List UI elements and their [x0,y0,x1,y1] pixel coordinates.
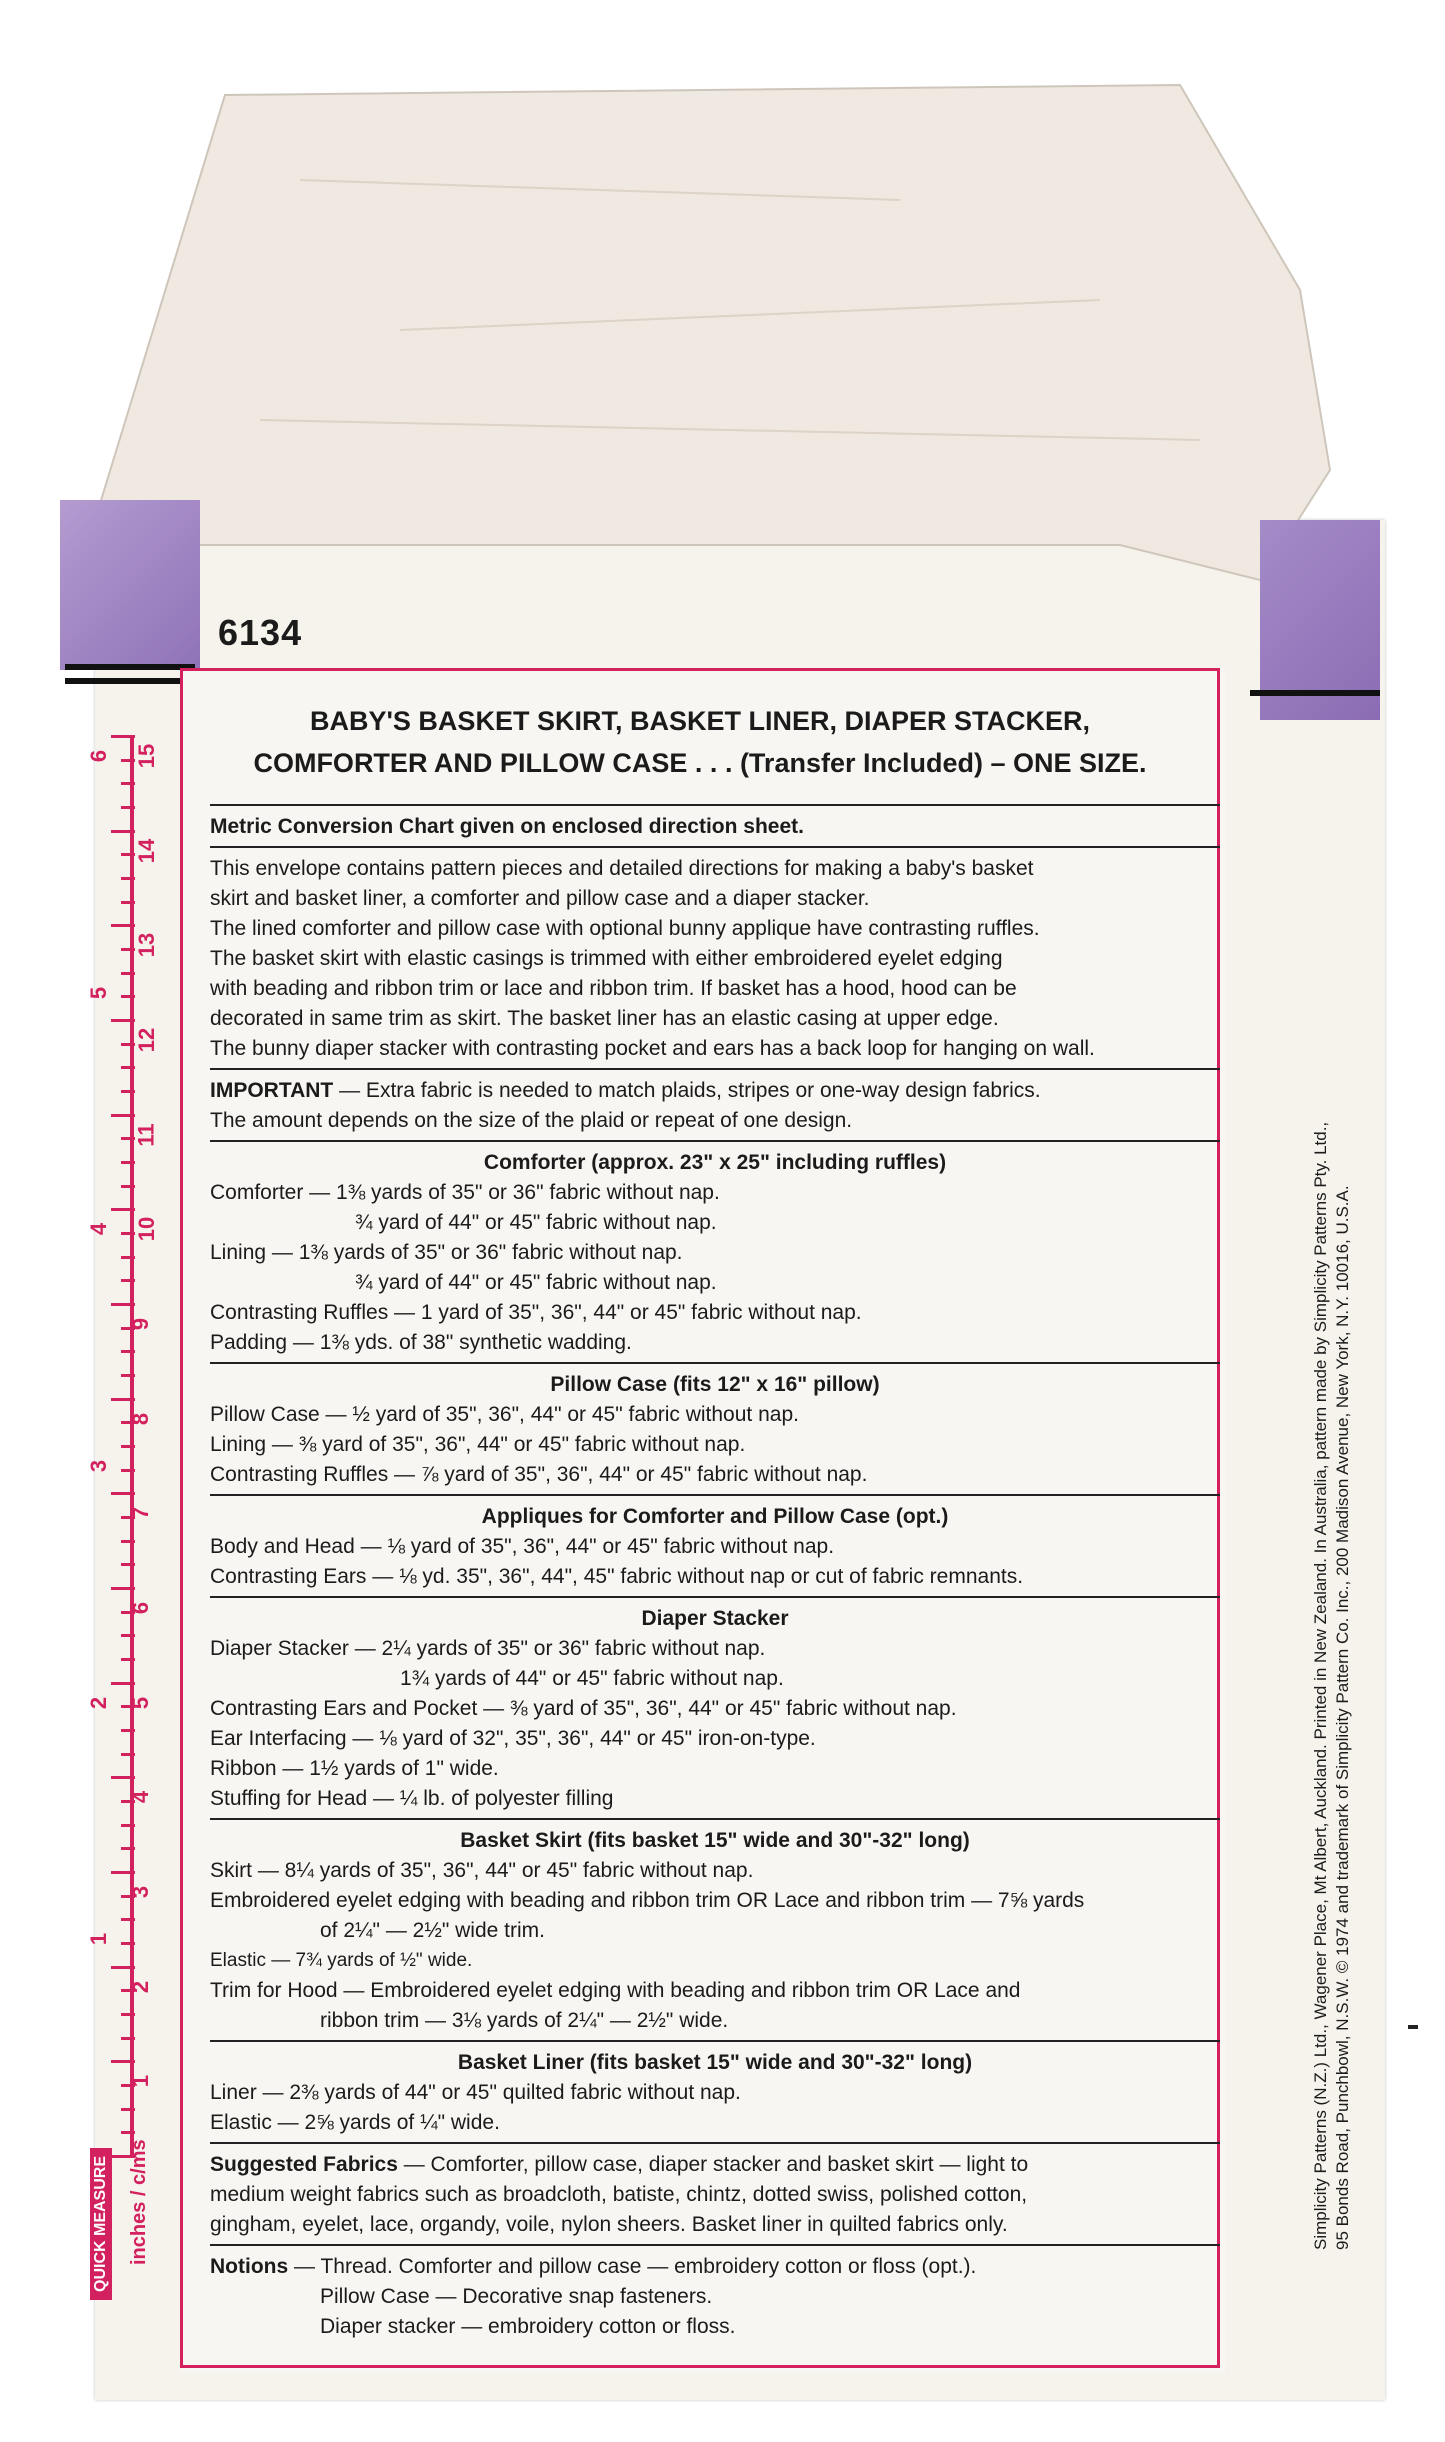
ruler-inch-number: 3 [86,1459,112,1473]
ruler-tick [121,1185,135,1188]
skirt-line: Skirt — 8¼ yards of 35", 36", 44" or 45" fabric without nap. [210,1859,754,1882]
comforter-heading: Comforter (approx. 23" x 25" including ruffles) [483,1151,947,1174]
ruler-cm-number: 13 [134,933,160,958]
ruler-tick [121,877,135,880]
ruler-tick [121,1374,135,1377]
ruler-cm-number: 10 [134,1217,160,1242]
appliques-heading: Appliques for Comforter and Pillow Case (opt.) [481,1505,949,1528]
ruler-tick [111,1682,135,1685]
liner-line: Elastic — 2⅝ yards of ¼" wide. [210,2111,500,2134]
notions [210,2252,1220,2282]
important-label: IMPORTANT [210,1079,334,1102]
ruler-tick [111,1398,135,1401]
ruler-tick [121,759,135,762]
title-line: BABY'S BASKET SKIRT, BASKET LINER, DIAPER STACKER, [310,706,1090,736]
ruler-tick [121,806,135,809]
comforter-line: Padding — 1⅜ yds. of 38" synthetic wadding. [210,1331,632,1354]
black-stripe [65,664,195,670]
intro-line: with beading and ribbon trim or lace and ribbon trim. If basket has a hood, hood can be [210,977,1017,1000]
diaper-line: 1¾ yards of 44" or 45" fabric without nap. [400,1667,784,1690]
ruler-tick [121,1824,135,1827]
publisher-line: Simplicity Patterns (N.Z.) Ltd., Wagener Place, Mt Albert, Auckland. Printed in New Zealand. In Australia, pattern made by Simplicity Patterns Pty. Ltd., [1311,1121,1330,2250]
appliques-line: Contrasting Ears — ⅛ yd. 35", 36", 44", 45" fabric without nap or cut of fabric remnants. [210,1565,1024,1588]
diaper-line: Diaper Stacker — 2¼ yards of 35" or 36" fabric without nap. [210,1637,766,1660]
ruler-tick [121,1161,135,1164]
liner-line: Liner — 2⅜ yards of 44" or 45" quilted fabric without nap. [210,2081,741,2104]
ruler-tick [111,1776,135,1779]
ruler-unit-inches: inches [128,2201,150,2265]
ruler-tick [121,1942,135,1945]
important-text: — Extra fabric is needed to match plaids, stripes or one-way design fabrics. [333,1079,1041,1102]
ruler-cm-number: 12 [134,1027,160,1053]
ruler-unit-cm: c/ms [128,2139,150,2185]
ruler-tick [121,1469,135,1472]
ruler-tick [111,735,135,738]
ruler-tick [121,2037,135,2040]
ruler-tick [121,853,135,856]
ruler-cm-number: 2 [128,1980,154,1993]
notions-line: Diaper stacker — embroidery cotton or floss. [320,2315,736,2338]
ruler-tick [111,1871,135,1874]
ruler-tick [121,1043,135,1046]
skirt-line: Elastic — 7¾ yards of ½" wide. [210,1950,473,1971]
diaper-line: Ear Interfacing — ⅛ yard of 32", 35", 36", 44" or 45" iron-on-type. [210,1727,816,1750]
metric-note: Metric Conversion Chart given on enclosed direction sheet. [210,815,804,838]
ruler-tick [121,1729,135,1732]
pattern-number: 6134 [218,612,303,653]
diaper-heading: Diaper Stacker [641,1607,789,1630]
black-stripe [65,678,195,684]
divider [210,846,1220,848]
ruler-tick [121,1918,135,1921]
skirt-line: Embroidered eyelet edging with beading and ribbon trim OR Lace and ribbon trim — 7⅝ yards [210,1889,1085,1912]
pillow-line: Contrasting Ruffles — ⅞ yard of 35", 36", 44" or 45" fabric without nap. [210,1463,868,1486]
divider [210,1068,1220,1070]
divider [210,1818,1220,1820]
comforter-line: Contrasting Ruffles — 1 yard of 35", 36", 44" or 45" fabric without nap. [210,1301,862,1324]
intro-line: The lined comforter and pillow case with optional bunny applique have contrasting ruffles. [210,917,1040,940]
notions-label: Notions [210,2255,289,2278]
ruler-cm-number: 11 [133,1123,159,1147]
ruler-cm-number: 15 [134,743,160,769]
comforter-line: ¾ yard of 44" or 45" fabric without nap. [355,1211,717,1234]
ruler-tick [111,924,135,927]
ruler-tick [111,1303,135,1306]
ruler-tick [121,1279,135,1282]
skirt-line: of 2¼" — 2½" wide trim. [320,1919,545,1942]
pillow-line: Lining — ⅜ yard of 35", 36", 44" or 45" fabric without nap. [210,1433,746,1456]
ruler-tick [121,1090,135,1093]
ruler-tick [121,782,135,785]
ruler-tick [121,1634,135,1637]
comforter-line: Comforter — 1⅜ yards of 35" or 36" fabric without nap. [210,1181,720,1204]
ruler-tick [121,1847,135,1850]
purple-band-left [60,500,200,670]
ruler-tick [121,1350,135,1353]
appliques-line: Body and Head — ⅛ yard of 35", 36", 44" or 45" fabric without nap. [210,1535,835,1558]
divider [210,1140,1220,1142]
divider [210,804,1220,806]
ruler-tick [121,1445,135,1448]
ruler-cm-number: 4 [128,1791,154,1804]
mark [1408,2025,1418,2029]
title-line: COMFORTER AND PILLOW CASE . . . (Transfer Included) – ONE SIZE. [253,748,1147,778]
ruler-inch-number: 5 [86,986,112,999]
comforter-line: Lining — 1⅜ yards of 35" or 36" fabric without nap. [210,1241,683,1264]
ruler-tick [111,2060,135,2063]
pillow-heading: Pillow Case (fits 12" x 16" pillow) [550,1373,880,1396]
ruler-tick [121,1658,135,1661]
important-text-2: The amount depends on the size of the plaid or repeat of one design. [210,1109,853,1132]
ruler-tick [121,901,135,904]
suggested-fabrics [210,2150,1220,2180]
ruler-tick [121,948,135,951]
quick-measure-label: QUICK MEASURE [90,2148,112,2300]
ruler-tick [121,1256,135,1259]
divider [210,2040,1220,2042]
intro-line: decorated in same trim as skirt. The basket liner has an elastic casing at upper edge. [210,1007,999,1030]
ruler-cm-number: 3 [128,1885,154,1899]
ruler-cm-number: 6 [128,1601,154,1615]
important-note [210,1076,1220,1106]
notions-line: Pillow Case — Decorative snap fasteners. [320,2285,713,2308]
ruler-tick [121,1066,135,1069]
ruler-inch-number: 4 [86,1223,112,1236]
publisher-info [1310,850,1354,2250]
ruler-tick [121,2013,135,2016]
comforter-line: ¾ yard of 44" or 45" fabric without nap. [355,1271,717,1294]
ruler-tick [121,972,135,975]
ruler-tick [121,1563,135,1566]
ruler-cm-number: 14 [134,838,160,863]
black-stripe-right [1250,690,1380,696]
intro-line: The basket skirt with elastic casings is trimmed with either embroidered eyelet edging [210,947,1003,970]
ruler-cm-number: 9 [128,1317,154,1331]
intro-line: skirt and basket liner, a comforter and pillow case and a diaper stacker. [210,887,870,910]
suggested-line: gingham, eyelet, lace, organdy, voile, nylon sheers. Basket liner in quilted fabrics only. [210,2213,1008,2236]
diaper-line: Ribbon — 1½ yards of 1" wide. [210,1757,499,1780]
divider [210,1362,1220,1364]
ruler-inch-number: 1 [86,1933,112,1946]
intro-line: The bunny diaper stacker with contrasting pocket and ears has a back loop for hanging on wall. [210,1037,1095,1060]
ruler-tick [111,1114,135,1117]
ruler-cm-number: 7 [128,1507,154,1520]
ruler-cm-number: 5 [128,1696,154,1709]
pattern-title [200,700,1200,784]
liner-heading: Basket Liner (fits basket 15" wide and 30"-32" long) [457,2051,973,2074]
quick-measure-ruler [86,735,160,2300]
notions-text: — Thread. Comforter and pillow case — embroidery cotton or floss (opt.). [288,2255,977,2278]
ruler-tick [111,1966,135,1969]
ruler-inch-number: 2 [86,1696,112,1709]
ruler-tick [121,995,135,998]
ruler-tick [121,2131,135,2134]
ruler-inch-number: 6 [86,749,112,763]
suggested-line: medium weight fabrics such as broadcloth, batiste, chintz, dotted swiss, polished cotton, [210,2183,1028,2206]
skirt-line: ribbon trim — 3⅛ yards of 2¼" — 2½" wide. [320,2009,729,2032]
skirt-heading: Basket Skirt (fits basket 15" wide and 30"-32" long) [460,1829,970,1852]
ruler-tick [111,1492,135,1495]
divider [210,2244,1220,2246]
ruler-tick [121,1540,135,1543]
diaper-line: Stuffing for Head — ¼ lb. of polyester filling [210,1787,614,1810]
ruler-tick [111,1019,135,1022]
ruler-cm-number: 1 [128,2075,154,2088]
ruler-tick [111,1208,135,1211]
ruler-tick [121,1232,135,1235]
pillow-line: Pillow Case — ½ yard of 35", 36", 44" or 45" fabric without nap. [210,1403,799,1426]
divider [210,1494,1220,1496]
divider [210,1596,1220,1598]
suggested-label: Suggested Fabrics [210,2153,398,2176]
ruler-tick [111,830,135,833]
ruler-cm-number: 8 [128,1412,154,1425]
intro-line: This envelope contains pattern pieces and detailed directions for making a baby's basket [210,857,1034,880]
publisher-line: 95 Bonds Road, Punchbowl, N.S.W. © 1974 and trademark of Simplicity Pattern Co. Inc., 200 Madison Avenue, New York, N.Y. 10016, U.S.A. [1333,1185,1352,2250]
diaper-line: Contrasting Ears and Pocket — ⅜ yard of 35", 36", 44" or 45" fabric without nap. [210,1697,957,1720]
ruler-tick [111,1587,135,1590]
suggested-text: — Comforter, pillow case, diaper stacker and basket skirt — light to [397,2153,1029,2176]
skirt-line: Trim for Hood — Embroidered eyelet edging with beading and ribbon trim OR Lace and [210,1979,1021,2002]
pattern-details [210,800,1220,2342]
ruler-tick [121,2108,135,2111]
ruler-units: inches / c/ms [128,2139,150,2265]
divider [210,2142,1220,2144]
ruler-tick [121,1753,135,1756]
